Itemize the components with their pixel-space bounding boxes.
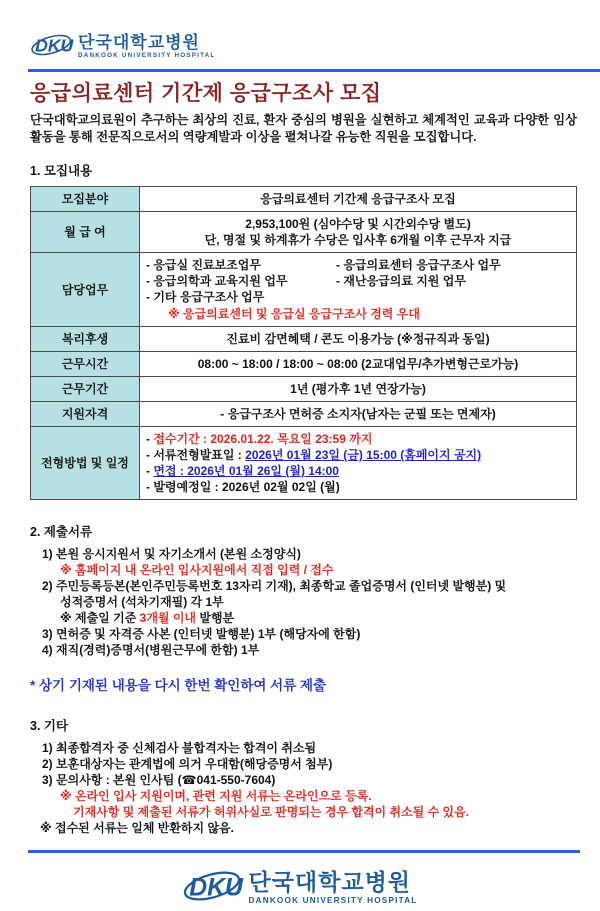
dku-logo-icon xyxy=(30,30,74,64)
duty-line: - 응급실 진료보조업무 - 응급의료센터 응급구조사 업무 xyxy=(146,258,501,272)
row-value-salary xyxy=(140,212,577,253)
hospital-name-en: DANKOOK UNIVERSITY HOSPITAL xyxy=(248,896,418,905)
document-result-link[interactable]: 2026년 01월 23일 (금) 15:00 (홈페이지 공지) xyxy=(245,448,482,462)
row-value-duties xyxy=(140,253,577,327)
duties-experience-note: ※ 응급의료센터 및 응급실 응급구조사 경력 우대 xyxy=(168,307,420,321)
row-value-field: 응급의료센터 기간제 응급구조사 모집 xyxy=(140,187,577,212)
section-heading-documents: 2. 제출서류 xyxy=(30,525,93,539)
row-label-period: 근무기간 xyxy=(31,377,140,402)
document-page xyxy=(0,30,600,905)
false-statement-warning: 기재사항 및 제출된 서류가 허위사실로 판명되는 경우 합격이 취소될 수 있음. xyxy=(73,805,470,819)
table-row-period xyxy=(31,377,577,402)
svg-text:DKU: DKU xyxy=(35,35,74,56)
table-row-schedule xyxy=(31,427,577,500)
row-label-field: 모집분야 xyxy=(31,187,140,212)
row-label-duties: 담당업무 xyxy=(31,253,140,327)
documents-item-2-line2: 성적증명서 (석차기재필) 각 1부 xyxy=(60,595,224,609)
hospital-name-en: DANKOOK UNIVERSITY HOSPITAL xyxy=(78,52,216,59)
three-month-highlight: 3개월 이내 xyxy=(139,611,197,625)
footer-divider xyxy=(28,850,580,853)
intro-paragraph: 단국대학교의료원이 추구하는 최상의 진료, 환자 중심의 병원을 실현하고 체계적인 교육과 다양한 임상활동을 통해 전문직으로서의 역량계발과 이상을 펼쳐나갈 유능한 직원을 모집합니다. xyxy=(30,113,577,144)
table-row-field xyxy=(31,187,577,212)
no-return-note: ※ 접수된 서류는 일체 반환하지 않음. xyxy=(40,821,234,835)
row-label-welfare: 복리후생 xyxy=(31,327,140,352)
duty-line: - 응급의학과 교육지원 업무 - 재난응급의료 지원 업무 xyxy=(146,274,466,288)
schedule-document-result: - 서류전형발표일 : 2026년 01월 23일 (금) 15:00 (홈페이지 공지) xyxy=(146,448,482,462)
hospital-logo-top xyxy=(30,30,600,64)
svg-text:DKU: DKU xyxy=(189,874,244,902)
etc-item-3-contact: 3) 문의사항 : 본원 인사팀 (☎041-550-7604) xyxy=(42,773,276,787)
documents-item-4: 4) 재직(경력)증명서(병원근무에 한함) 1부 xyxy=(42,643,260,657)
row-value-hours: 08:00 ~ 18:00 / 18:00 ~ 08:00 (2교대업무/추가변형근로가능) xyxy=(140,352,577,377)
schedule-appointment-date: - 발령예정일 : 2026년 02월 02일 (월) xyxy=(146,480,340,494)
schedule-interview: - 면접 : 2026년 01월 26일 (월) 14:00 xyxy=(146,464,339,478)
hospital-name-ko: 단국대학교병원 xyxy=(248,869,412,895)
row-value-welfare: 진료비 감면혜택 / 콘도 이용가능 (※정규직과 동일) xyxy=(140,327,577,352)
hospital-name-ko: 단국대학교병원 xyxy=(78,33,200,52)
schedule-apply-period: - 접수기간 : 2026.01.22. 목요일 23:59 까지 xyxy=(146,432,373,446)
row-label-qualification: 지원자격 xyxy=(31,402,140,427)
row-label-schedule: 전형방법 및 일정 xyxy=(31,427,140,500)
interview-link[interactable]: 면접 : 2026년 01월 26일 (월) 14:00 xyxy=(153,464,339,478)
documents-item-1: 1) 본원 응시지원서 및 자기소개서 (본원 소정양식) xyxy=(42,547,301,561)
row-value-schedule xyxy=(140,427,577,500)
apply-deadline-text: 접수기간 : 2026.01.22. 목요일 23:59 까지 xyxy=(153,432,373,446)
documents-item-3: 3) 면허증 및 자격증 사본 (인터넷 발행분) 1부 (해당자에 한함) xyxy=(42,627,361,641)
confirm-submission-notice: * 상기 기재된 내용을 다시 한번 확인하여 서류 제출 xyxy=(30,678,327,693)
online-registration-warning: ※ 온라인 입사 지원이며, 관련 지원 서류는 온라인으로 등록. xyxy=(60,789,372,803)
section-heading-etc: 3. 기타 xyxy=(30,719,69,733)
issue-date-note: ※ 제출일 기준 3개월 이내 발행분 xyxy=(60,611,235,625)
page-title: 응급의료센터 기간제 응급구조사 모집 xyxy=(30,82,382,105)
hospital-logo-footer xyxy=(170,865,430,911)
table-row-hours xyxy=(31,352,577,377)
row-value-period: 1년 (평가후 1년 연장가능) xyxy=(140,377,577,402)
section-heading-recruitment: 1. 모집내용 xyxy=(30,164,93,178)
duty-line: - 기타 응급구조사 업무 xyxy=(146,290,265,304)
header-divider xyxy=(28,69,600,72)
row-label-salary: 월 급 여 xyxy=(31,212,140,253)
row-label-hours: 근무시간 xyxy=(31,352,140,377)
documents-list xyxy=(30,546,575,658)
table-row-welfare xyxy=(31,327,577,352)
recruitment-table xyxy=(30,186,577,500)
salary-line2: 단, 명절 및 하계휴가 수당은 입사후 6개월 이후 근무자 지급 xyxy=(204,233,512,247)
table-row-duties xyxy=(31,253,577,327)
etc-item-2: 2) 보훈대상자는 관계법에 의거 우대함(해당증명서 첨부) xyxy=(42,757,333,771)
table-row-qualification xyxy=(31,402,577,427)
etc-item-1: 1) 최종합격자 중 신체검사 불합격자는 합격이 취소됨 xyxy=(42,741,317,755)
salary-line1: 2,953,100원 (심야수당 및 시간외수당 별도) xyxy=(245,217,471,231)
dku-logo-icon xyxy=(182,865,244,911)
table-row-salary xyxy=(31,212,577,253)
row-value-qualification: - 응급구조사 면허증 소지자(남자는 군필 또는 면제자) xyxy=(140,402,577,427)
documents-item-2-line1: 2) 주민등록등본(본인주민등록번호 13자리 기재), 최종학교 졸업증명서 (인터넷 발행분) 및 xyxy=(42,579,507,593)
online-apply-note: ※ 홈페이지 내 온라인 입사지원에서 직접 입력 / 접수 xyxy=(60,563,334,577)
etc-list xyxy=(30,740,575,836)
